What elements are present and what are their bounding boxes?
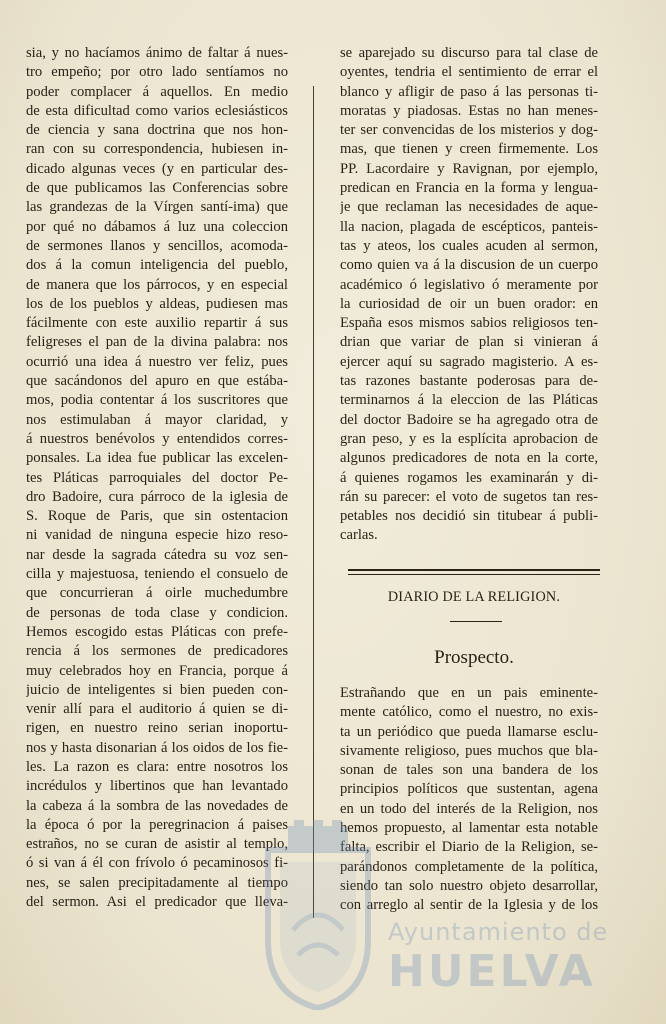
text-line: lla nacion, plagada de escépticos, panteis- bbox=[340, 218, 598, 235]
text-line: Hemos escogido estas Pláticas con prefe- bbox=[26, 623, 288, 640]
text-line: á nuestros benévolos y entendidos corres- bbox=[26, 430, 288, 447]
text-line: tas y ateos, los cuales acuden al sermon, bbox=[340, 237, 598, 254]
text-line: les. La razon es clara: entre nosotros los bbox=[26, 758, 288, 775]
text-line: nos estimulaban á mayor claridad, y bbox=[26, 411, 288, 428]
text-line: predican en Francia en la forma y lengua- bbox=[340, 180, 598, 197]
text-line: académico ó legislativo ó meramente por bbox=[340, 276, 598, 293]
text-line: carlas. bbox=[340, 527, 378, 544]
text-line: de personas de toda clase y condicion. bbox=[26, 604, 288, 621]
text-line: dos á la comun inteligencia del pueblo, bbox=[26, 257, 288, 274]
text-line: mente católico, como el nuestro, no exis- bbox=[340, 704, 598, 721]
text-line: que concurrieran á oirle muchedumbre bbox=[26, 585, 288, 602]
text-line: poder complacer á aquellos. En medio bbox=[26, 83, 288, 100]
watermark-title: HUELVA bbox=[388, 946, 596, 997]
column-divider bbox=[313, 86, 314, 918]
text-line: nar desde la sagrada cátedra su voz sen- bbox=[26, 546, 288, 563]
subsection-heading: Prospecto. bbox=[434, 647, 514, 668]
text-line: sonan de tales son una bandera de los bbox=[340, 762, 598, 779]
text-line: que sacándonos del apuro en que estába- bbox=[26, 373, 288, 390]
text-line: ran con su correspondencia, hubiesen in- bbox=[26, 141, 288, 158]
text-line: de manera que los párrocos, y en especial bbox=[26, 276, 288, 293]
text-line: muy celebrados hoy en Francia, porque á bbox=[26, 662, 288, 679]
text-line: la época ó por la peregrinacion á paises bbox=[26, 816, 288, 833]
text-line: moratas y piadosas. Estas no han menes- bbox=[340, 102, 598, 119]
text-line: de sermones llanos y sencillos, acomoda- bbox=[26, 237, 288, 254]
text-line: falta, escribir el Diario de la Religion, se- bbox=[340, 839, 598, 856]
text-line: ocurrió una idea á nuestro ver feliz, pues bbox=[26, 353, 288, 370]
text-line: la curiosidad de oir un buen orador: en bbox=[340, 295, 598, 312]
text-line: en un todo del interés de la Religion, nos bbox=[340, 800, 598, 817]
text-line: á quienes rogamos les examinarán y di- bbox=[340, 469, 598, 486]
text-line: del doctor Badoire se ha agregado otra de bbox=[340, 411, 598, 428]
text-line: algunos predicadores de nota en la corte, bbox=[340, 450, 598, 467]
text-line: los de los pueblos y aldeas, pudiesen mas bbox=[26, 295, 288, 312]
text-line: principios políticos que sustentan, agena bbox=[340, 781, 598, 798]
text-line: rigen, en nuestro reino serian inoportu- bbox=[26, 720, 288, 737]
text-line: drian que variar de plan si vinieran á bbox=[340, 334, 598, 351]
text-line: como quien va á la discusion de un cuerpo bbox=[340, 257, 598, 274]
text-line: venir allí para el auditorio á quien se di- bbox=[26, 701, 288, 718]
text-line: cilla y majestuosa, teniendo el consuelo de bbox=[26, 566, 288, 583]
text-line: feligreses el pan de la divina palabra: nos bbox=[26, 334, 288, 351]
text-line: PP. Lacordaire y Ravignan, por ejemplo, bbox=[340, 160, 598, 177]
section-rule bbox=[348, 569, 600, 575]
text-line: dicado algunas veces (y en particular des- bbox=[26, 160, 288, 177]
text-line: parándonos completamente de la política, bbox=[340, 858, 598, 875]
text-line: de que publicamos las Conferencias sobre bbox=[26, 180, 288, 197]
watermark-subtitle: Ayuntamiento de bbox=[388, 918, 609, 946]
text-line: incrédulos y libertinos que han levantado bbox=[26, 778, 288, 795]
text-line bbox=[340, 916, 598, 935]
text-line: petables nos decidió sin titubear á publi- bbox=[340, 508, 598, 525]
text-line: terminarnos á la eleccion de las Pláticas bbox=[340, 392, 598, 409]
heading-rule bbox=[450, 621, 502, 622]
text-line: nes, se salen precipitadamente al tiempo bbox=[26, 874, 288, 891]
right-column-top bbox=[340, 44, 598, 546]
text-line: ejercer aquí su sagrado magisterio. A es- bbox=[340, 353, 598, 370]
text-line: blanco y afligir de paso á las personas ti- bbox=[340, 83, 598, 100]
text-line: España esos mismos sabios religiosos ten- bbox=[340, 315, 598, 332]
text-line: tro empeño; por otro lado sentíamos no bbox=[26, 64, 288, 81]
text-line: juicio de inteligentes si bien pueden con- bbox=[26, 681, 288, 698]
text-line: tas razones bastante poderosas para de- bbox=[340, 373, 598, 390]
right-column-bottom bbox=[340, 684, 598, 935]
text-line: mos, podia contentar á los suscritores que bbox=[26, 392, 288, 409]
text-line: ponsales. La idea fue publicar las excelen- bbox=[26, 450, 288, 467]
left-column bbox=[26, 44, 288, 932]
text-line: la cabeza á la sombra de las novedades de bbox=[26, 797, 288, 814]
text-line: rencia á los sermones de predicadores bbox=[26, 643, 288, 660]
text-line: hemos propuesto, al lamentar esta notable bbox=[340, 820, 598, 837]
text-line: tes Pláticas parroquiales del doctor Pe- bbox=[26, 469, 288, 486]
text-line: siendo tan solo nuestro objeto desarrollar, bbox=[340, 877, 598, 894]
section-heading: DIARIO DE LA RELIGION. bbox=[387, 589, 561, 605]
text-line: ta un periódico que pueda llamarse esclu- bbox=[340, 723, 598, 740]
text-line: ó si van á él con frívolo ó pecaminosos fi- bbox=[26, 855, 288, 872]
text-line: Estrañando que en un pais eminente- bbox=[340, 685, 598, 701]
text-line: ni vanidad de ninguna especie hizo reso- bbox=[26, 527, 288, 544]
text-line: estraños, no se curan de asistir al templo, bbox=[26, 836, 288, 853]
text-line: rán su parecer: el voto de sugetos tan res- bbox=[340, 488, 598, 505]
text-line: sivamente religioso, pues muchos que bla- bbox=[340, 742, 598, 759]
text-line: se aparejado su discurso para tal clase de bbox=[340, 45, 598, 61]
text-line: de ciencia y sana doctrina que nos hon- bbox=[26, 122, 288, 139]
text-line: sia, y no hacíamos ánimo de faltar á nues- bbox=[26, 45, 288, 61]
text-line: del sermon. Asi el predicador que lleva- bbox=[26, 894, 288, 911]
text-line bbox=[26, 912, 288, 931]
text-line: mas, que tienen y creen firmemente. Los bbox=[340, 141, 598, 158]
text-line: ter ser convencidas de los misterios y dog- bbox=[340, 122, 598, 139]
text-line: por qué no dábamos á luz una coleccion bbox=[26, 218, 288, 235]
text-line: S. Roque de Paris, que sin ostentacion bbox=[26, 508, 288, 525]
text-line: de esta dificultad como varios eclesiásticos bbox=[26, 102, 288, 119]
text-line: dro Badoire, cura párroco de la iglesia de bbox=[26, 488, 288, 505]
text-line: nos y hasta disonarian á los oidos de los fie- bbox=[26, 739, 288, 756]
text-line: gran peso, y es la esplícita aprobacion de bbox=[340, 430, 598, 447]
text-line: las grandezas de la Vírgen santí-ima) que bbox=[26, 199, 288, 216]
text-line: fácilmente con este auxilio repartir á sus bbox=[26, 315, 288, 332]
text-line: je que reclaman las necesidades de aque- bbox=[340, 199, 598, 216]
text-line: oyentes, tendria el sentimiento de errar el bbox=[340, 64, 598, 81]
text-line: con arreglo al sentir de la Iglesia y de los bbox=[340, 897, 598, 914]
